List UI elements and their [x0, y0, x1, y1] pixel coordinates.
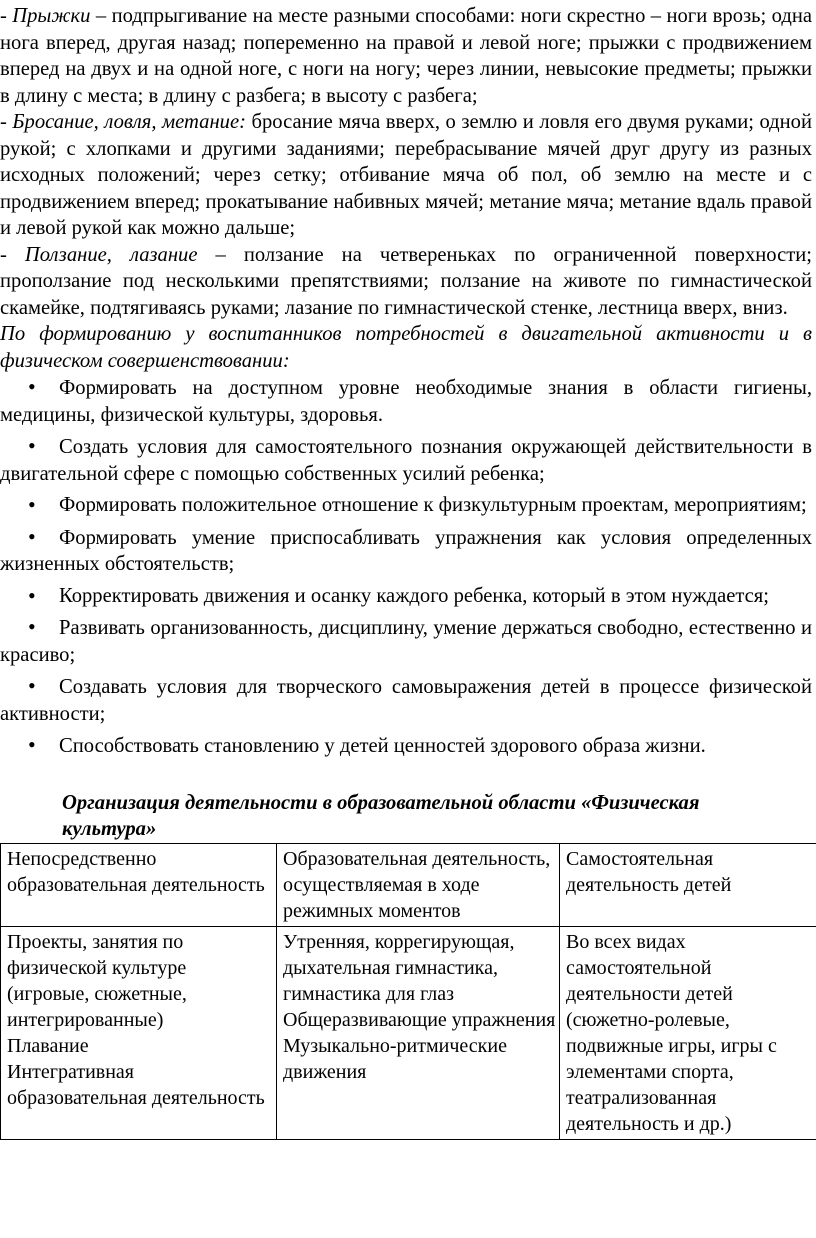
list-item — [0, 374, 812, 428]
paragraph-crawling — [0, 242, 812, 322]
cell-line: Общеразвивающие упражнения — [283, 1008, 556, 1031]
dash: - — [0, 5, 13, 27]
paragraph-title: Прыжки — [12, 5, 91, 27]
goals-list — [0, 374, 812, 760]
cell-line: Утренняя, коррегирующая, дыхательная гимнастика, гимнастика для глаз — [283, 930, 515, 1005]
needs-heading: По формированию у воспитанников потребностей в двигательной активности и в физическом совершенствовании: — [0, 323, 812, 372]
list-item-text: Формировать на доступном уровне необходимые знания в области гигиены, медицины, физической культуры, здоровья. — [0, 377, 812, 426]
bullet-icon — [0, 492, 59, 520]
bullet-icon — [0, 583, 59, 611]
table-header-cell: Непосредственно образовательная деятельность — [1, 843, 277, 926]
table-header-cell: Самостоятельная деятельность детей — [560, 843, 816, 926]
list-item-text: Формировать умение приспосабливать упражнения как условия определенных жизненных обстоятельств; — [0, 526, 812, 575]
bullet-icon — [0, 673, 59, 701]
cell-line: Проекты, занятия по физической культуре (игровые, сюжетные, интегрированные) — [7, 930, 187, 1031]
cell-line: Музыкально-ритмические движения — [283, 1034, 507, 1083]
dash: - — [0, 111, 13, 133]
list-item-text: Корректировать движения и осанку каждого ребенка, который в этом нуждается; — [59, 584, 769, 607]
table-header-cell: Образовательная деятельность, осуществляемая в ходе режимных моментов — [277, 843, 560, 926]
dash: - — [0, 243, 25, 266]
activity-table — [0, 843, 816, 1140]
paragraph-text: – подпрыгивание на месте разными способами: ноги скрестно – ноги врозь; одна нога вперед, другая назад; попеременно на правой и левой ноге; прыжки с продвижением вперед на двух и на одной ноге, с ноги на ногу; через линии, невысокие предметы; прыжки в длину с места; в длину с разбега; в высоту с разбега; — [0, 5, 812, 107]
list-item — [0, 732, 812, 760]
list-item — [0, 524, 812, 578]
cell-line: Во всех видах самостоятельной деятельности детей (сюжетно-ролевые, подвижные игры, игры с элементами спорта, театрализованная деятельность и др.) — [566, 930, 777, 1135]
list-item-text: Создать условия для самостоятельного познания окружающей действительности в двигательной сфере с помощью собственных усилий ребенка; — [0, 436, 812, 485]
bullet-icon — [0, 524, 59, 552]
list-item-text: Создавать условия для творческого самовыражения детей в процессе физической активности; — [0, 676, 812, 725]
paragraph-text: бросание мяча вверх, о землю и ловля его двумя руками; одной рукой; с хлопками и другими заданиями; перебрасывание мячей друг другу из разных исходных положений; через сетку; отбивание мяча об пол, об землю на месте и с продвижением вперед; прокатывание набивных мячей; метание мяча; метание вдаль правой и левой рукой как можно дальше; — [0, 111, 813, 239]
list-item — [0, 614, 812, 668]
table-cell — [560, 926, 816, 1139]
cell-line: Плавание — [7, 1034, 89, 1057]
list-item-text: Развивать организованность, дисциплину, умение держаться свободно, естественно и красиво; — [0, 617, 812, 666]
paragraph-text: – ползание на четвереньках по ограниченной поверхности; проползание под несколькими препятствиями; ползание на животе по гимнастической скамейке, подтягиваясь руками; лазание по гимнастической стенке, лестница вверх, вниз. — [0, 243, 812, 319]
list-item-text: Способствовать становлению у детей ценностей здорового образа жизни. — [59, 735, 706, 757]
list-item — [0, 673, 812, 727]
bullet-icon — [0, 732, 59, 760]
bullet-icon — [0, 433, 59, 461]
list-item — [0, 583, 812, 610]
table-header-row — [1, 843, 816, 926]
cell-line: Интегративная образовательная деятельность — [7, 1060, 265, 1109]
section-title: Организация деятельности в образовательной области «Физическая культура» — [62, 791, 700, 840]
paragraph-jumps — [0, 3, 812, 109]
table-cell — [277, 926, 560, 1139]
table-cell — [1, 926, 277, 1139]
table-row — [1, 926, 816, 1139]
bullet-icon — [0, 614, 59, 642]
paragraph-title: Ползание, лазание — [24, 243, 198, 266]
paragraph-title: Бросание, ловля, метание: — [12, 111, 246, 133]
bullet-icon — [0, 374, 59, 402]
document-page — [0, 3, 812, 1140]
list-item — [0, 433, 812, 487]
list-item — [0, 492, 812, 519]
paragraph-throwing — [0, 109, 812, 242]
list-item-text: Формировать положительное отношение к физкультурным проектам, мероприятиям; — [59, 494, 807, 516]
